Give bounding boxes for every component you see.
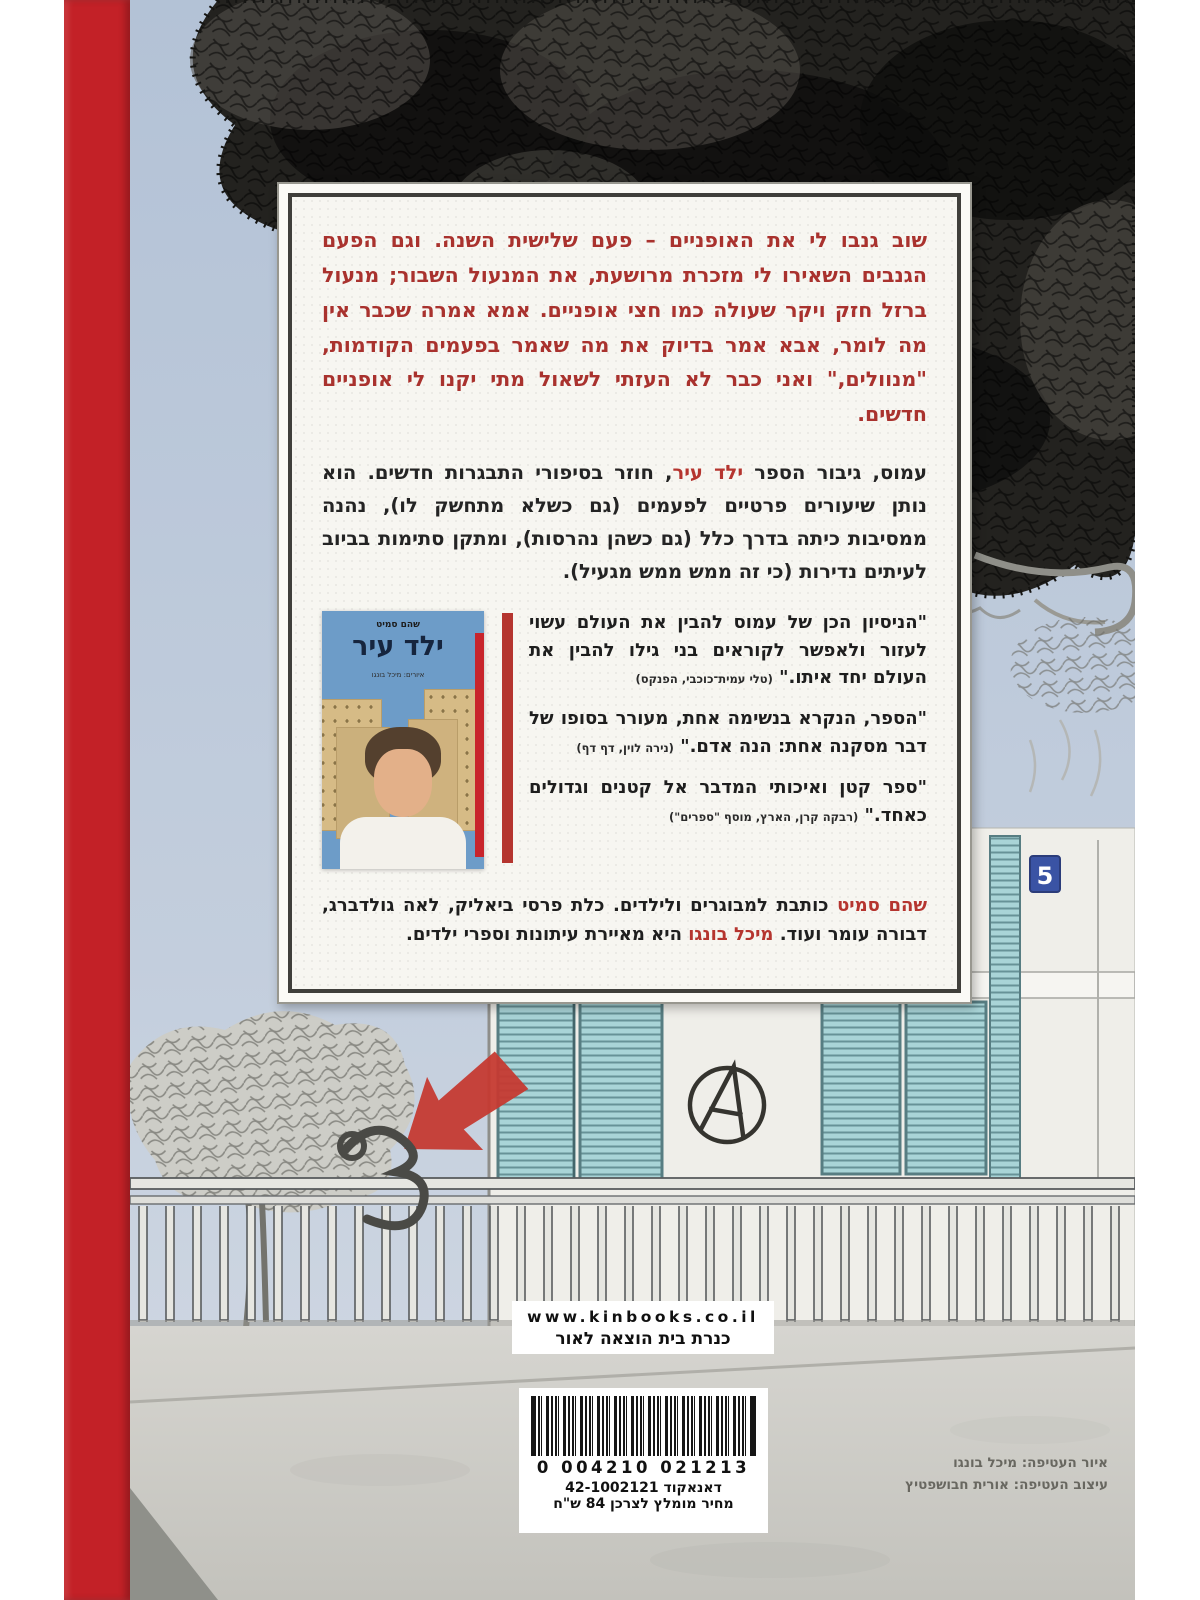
blurb-frame — [288, 193, 961, 993]
front-cover-thumbnail — [322, 611, 484, 869]
quote-source: (רבקה קרן, הארץ, מוסף "ספרים") — [669, 809, 859, 824]
book-spine — [64, 0, 130, 1600]
cover-credits — [812, 1452, 1108, 1497]
quote-text: "הספר, הנקרא בנשימה אחת, מעורר בסופו של דבר מסקנה אחת: הנה אדם." — [529, 708, 927, 758]
about-rest: , חוזר בסיפורי התבגרות חדשים. הוא נותן שיעורים פרטיים לפעמים (גם כשלא מתחשק לו), נהנה ממסיבות כיתה בדרך כלל (גם כשהן נהרסות), ומתקן סתימות בביוב לעיתים נדירות (כי זה ממש ממש מגעיל). — [322, 461, 927, 584]
review-quote — [529, 609, 927, 693]
design-credit: עיצוב העטיפה: אורית חבושפטיץ — [905, 1477, 1108, 1494]
quote-source: (טלי עמית־כוכבי, הפנקס) — [635, 672, 773, 687]
thumbnail-subtitle: איורים: מיכל בונגו — [371, 670, 425, 679]
about-paragraph — [322, 456, 927, 589]
barcode-number: 0 004210 021213 — [536, 1458, 751, 1477]
illustrator-bio-text: היא מאיירת עיתונות וספרי ילדים. — [406, 923, 689, 945]
reviews-section — [322, 609, 927, 869]
thumbnail-boy-shirt — [340, 817, 466, 869]
house-number: 5 — [1036, 862, 1054, 890]
illustration-credit: איור העטיפה: מיכל בונגו — [953, 1455, 1108, 1471]
quote-text: "ספר קטן ואיכותי המדבר אל קטנים וגדולים כאחד." — [529, 777, 927, 826]
excerpt-paragraph — [322, 223, 927, 432]
review-quote — [529, 774, 927, 830]
publisher-website: www.kinbooks.co.il — [527, 1308, 759, 1326]
red-divider-bar — [502, 613, 513, 863]
quote-source: (נירה לוין, דף דף) — [576, 741, 674, 756]
barcode-label — [519, 1388, 768, 1533]
danacode: דאנאקוד 42-1002121 — [565, 1480, 722, 1496]
author-bio-text: כותבת למבוגרים ולילדים. כלת פרסי ביאליק, לאה גולדברג, דבורה עומר ועוד. — [322, 894, 927, 945]
price: מחיר מומלץ לצרכן 84 ש"ח — [553, 1496, 734, 1512]
thumbnail-boy-face — [374, 749, 432, 817]
thumbnail-author: שהם סמיט — [376, 619, 420, 630]
author-name: שהם סמיט — [837, 894, 927, 916]
illustrator-name: מיכל בונגו — [688, 923, 774, 945]
about-lead: עמוס, גיבור הספר — [743, 461, 927, 485]
blurb-box — [277, 182, 972, 1004]
book-title-inline: ילד עיר — [672, 461, 744, 485]
publisher-name: כנרת בית הוצאה לאור — [555, 1329, 731, 1349]
house-number-plaque — [1030, 856, 1060, 892]
review-quote — [529, 705, 927, 761]
quote-text: "הניסיון הכן של עמוס להבין את העולם עשוי לעזור ולאפשר לקוראים בני גילו להבין את העולם יחד איתו." — [529, 611, 927, 689]
thumbnail-red-stripe — [475, 633, 484, 857]
review-quotes — [529, 609, 927, 869]
bio-paragraph — [322, 891, 927, 949]
excerpt-text: שוב גנבו לי את האופניים – פעם שלישית השנה. וגם הפעם הגנבים השאירו לי מזכרת מרושעת, את המנעול השבור; מנעול ברזל חזק ויקר שעולה כמו חצי אופניים. אמא אמרה שכבר אין מה לומר, אבא אמר בדיוק את מה שאמר בפעמים הקודמות, "מנוולים," ואני כבר לא העזתי לשאול מתי יקנו לי אופניים חדשים. — [322, 228, 927, 427]
thumbnail-title: ילד עיר — [352, 630, 444, 662]
barcode-bars — [531, 1396, 756, 1456]
publisher-label — [512, 1301, 774, 1354]
